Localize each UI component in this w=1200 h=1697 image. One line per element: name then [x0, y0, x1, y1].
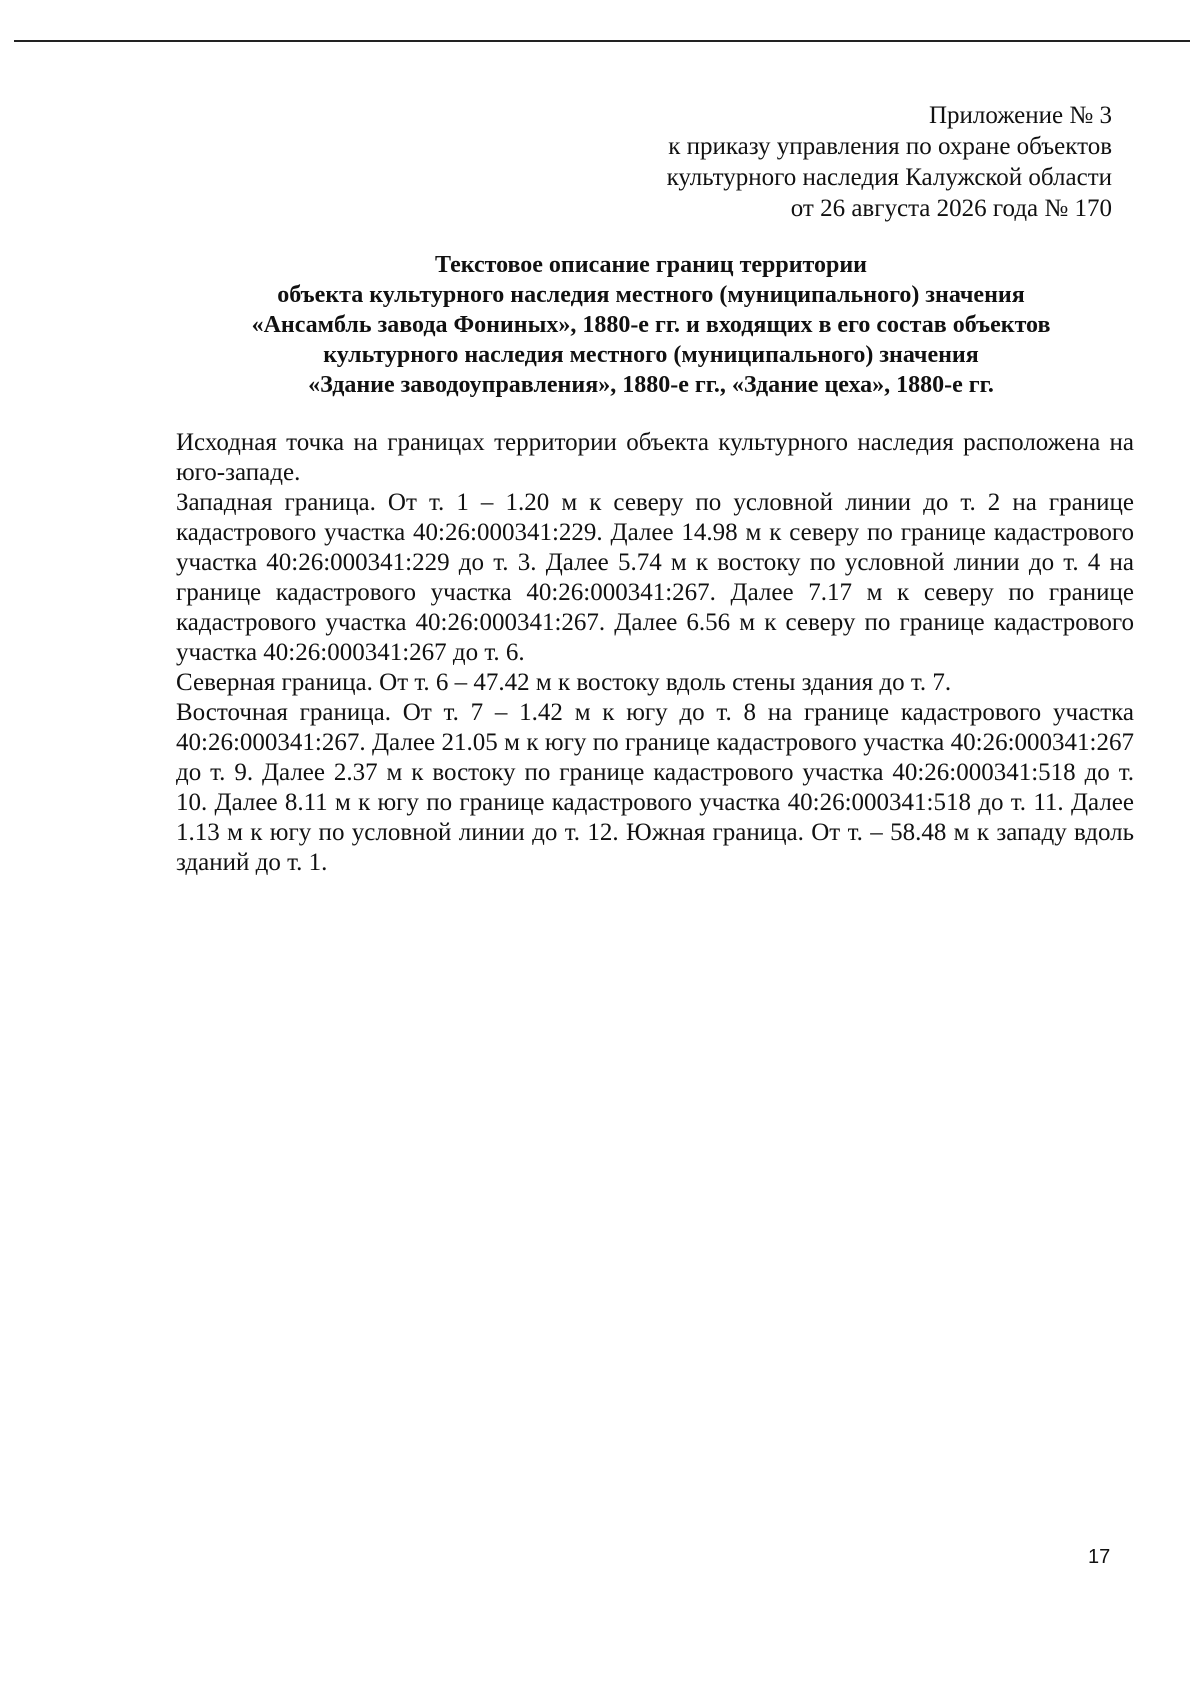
title-line-4: культурного наследия местного (муниципального) значения: [323, 342, 979, 368]
paragraph-start-point: Исходная точка на границах территории объекта культурного наследия расположена на юго-западе.: [176, 429, 1134, 486]
appendix-line-2: к приказу управления по охране объектов: [668, 133, 1112, 160]
header-rule: [14, 40, 1190, 42]
appendix-line-3: культурного наследия Калужской области: [666, 164, 1112, 191]
paragraph-western-boundary: Западная граница. От т. 1 – 1.20 м к северу по условной линии до т. 2 на границе кадастрового участка 40:26:000341:229. Далее 14.98 м к северу по границе кадастрового участка 40:26:000341:229 до т. 3. Далее 5.74 м к востоку по условной линии до т. 4 на границе кадастрового участка 40:26:000341:267. Далее 7.17 м к северу по границе кадастрового участка 40:26:000341:267. Далее 6.56 м к северу по границе кадастрового участка 40:26:000341:267 до т. 6.: [176, 489, 1134, 666]
paragraph-eastern-boundary: Восточная граница. От т. 7 – 1.42 м к югу до т. 8 на границе кадастрового участка 40:26:000341:267. Далее 21.05 м к югу по границе кадастрового участка 40:26:000341:267 до т. 9. Далее 2.37 м к востоку по границе кадастрового участка 40:26:000341:518 до т. 10. Далее 8.11 м к югу по границе кадастрового участка 40:26:000341:518 до т. 11. Далее 1.13 м к югу по условной линии до т. 12. Южная граница. От т. – 58.48 м к западу вдоль зданий до т. 1.: [176, 699, 1134, 876]
paragraph-northern-boundary: Северная граница. От т. 6 – 47.42 м к востоку вдоль стены здания до т. 7.: [176, 669, 952, 696]
title-line-2: объекта культурного наследия местного (муниципального) значения: [277, 282, 1025, 308]
title-line-1: Текстовое описание границ территории: [434, 252, 868, 278]
appendix-line-1: Приложение № 3: [928, 102, 1112, 129]
page-number: 17: [1088, 1546, 1111, 1568]
document-body: [176, 428, 1134, 878]
document-title: [176, 250, 1126, 400]
title-line-3: «Ансамбль завода Фониных», 1880-е гг. и входящих в его состав объектов: [251, 312, 1051, 338]
appendix-header: [412, 100, 1112, 224]
title-line-5: «Здание заводоуправления», 1880-е гг., «Здание цеха», 1880-е гг.: [308, 372, 994, 398]
appendix-line-4: от 26 августа 2026 года № 170: [790, 195, 1112, 222]
